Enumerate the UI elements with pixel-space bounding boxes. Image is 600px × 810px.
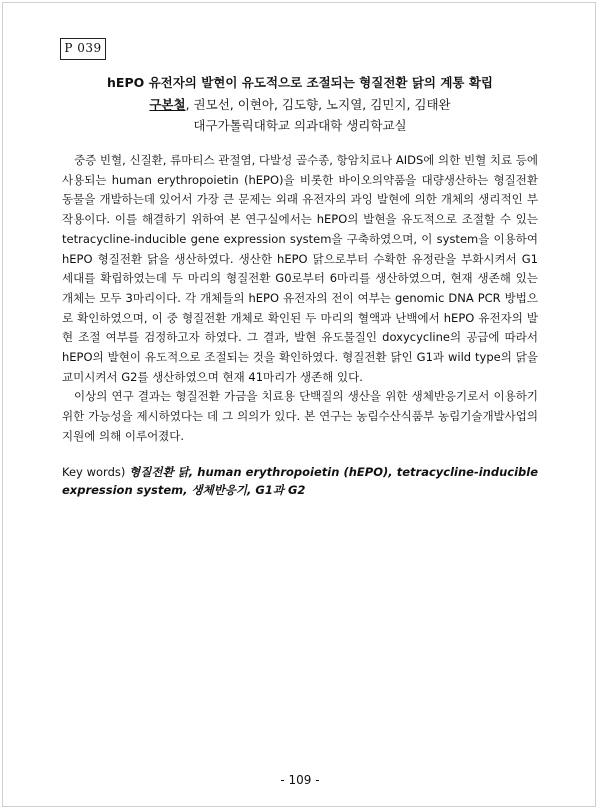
co-authors: , 권모선, 이현아, 김도향, 노지열, 김민지, 김태완 <box>185 97 451 112</box>
page-number: - 109 - <box>280 773 320 787</box>
abstract-paragraph-1: 중증 빈혈, 신질환, 류마티스 관절염, 다발성 골수종, 항암치료나 AIDS에 의한 빈혈 치료 등에 사용되는 human erythropoietin (hEPO)을 비롯한 바이오의약품을 대량생산하는 형질전환 동물을 개발하는데 있어서 가장 큰 문제는 외래 유전자의 과잉 발현에 의한 개체의 생리적인 부작용이다. 이를 해결하기 위하여 본 연구실에서는 hEPO의 발현을 유도적으로 조절할 수 있는 tetracycline-inducible gene expression system을 구축하였으며, 이 system을 이용하여 hEPO 형질전환 닭을 생산하였다. 생산한 hEPO 닭으로부터 수확한 유정란을 부화시켜서 G1 세대를 확립하였는데 두 마리의 형질전환 G0로부터 6마리를 생산하였으며, 현재 생존해 있는 개체는 모두 3마리이다. 각 개체들의 hEPO 유전자의 전이 여부는 genomic DNA PCR 방법으로 확인하였으며, 이 중 형질전환 개체로 확인된 두 마리의 혈액과 난백에서 hEPO 유전자의 발현 조절 여부를 검정하고자 하였다. 그 결과, 발현 유도물질인 doxycycline의 공급에 따라서 hEPO의 발현이 유도적으로 조절되는 것을 확인하였다. 형질전환 닭인 G1과 wild type의 닭을 교미시켜서 G2를 생산하였으며 현재 41마리가 생존해 있다. <box>62 153 538 384</box>
abstract-body <box>62 151 538 447</box>
keywords-label: Key words) <box>62 465 126 479</box>
author-list <box>0 95 600 113</box>
presenting-author: 구본철 <box>149 97 186 112</box>
keywords <box>62 463 538 499</box>
abstract-paragraph-2: 이상의 연구 결과는 형질전환 가금을 치료용 단백질의 생산을 위한 생체반응기로서 이용하기 위한 가능성을 제시하였다는 데 그 의의가 있다. 본 연구는 농림수산식품부 농림기술개발사업의 지원에 의해 이루어졌다. <box>62 389 538 443</box>
affiliation: 대구가톨릭대학교 의과대학 생리학교실 <box>193 118 407 133</box>
paper-title: hEPO 유전자의 발현이 유도적으로 조절되는 형질전환 닭의 계통 확립 <box>107 75 493 90</box>
keywords-terms: 형질전환 닭, human erythropoietin (hEPO), tetracycline-inducible expression system, 생체반응기, G1과 G2 <box>62 465 539 497</box>
poster-id: P 039 <box>60 38 106 60</box>
